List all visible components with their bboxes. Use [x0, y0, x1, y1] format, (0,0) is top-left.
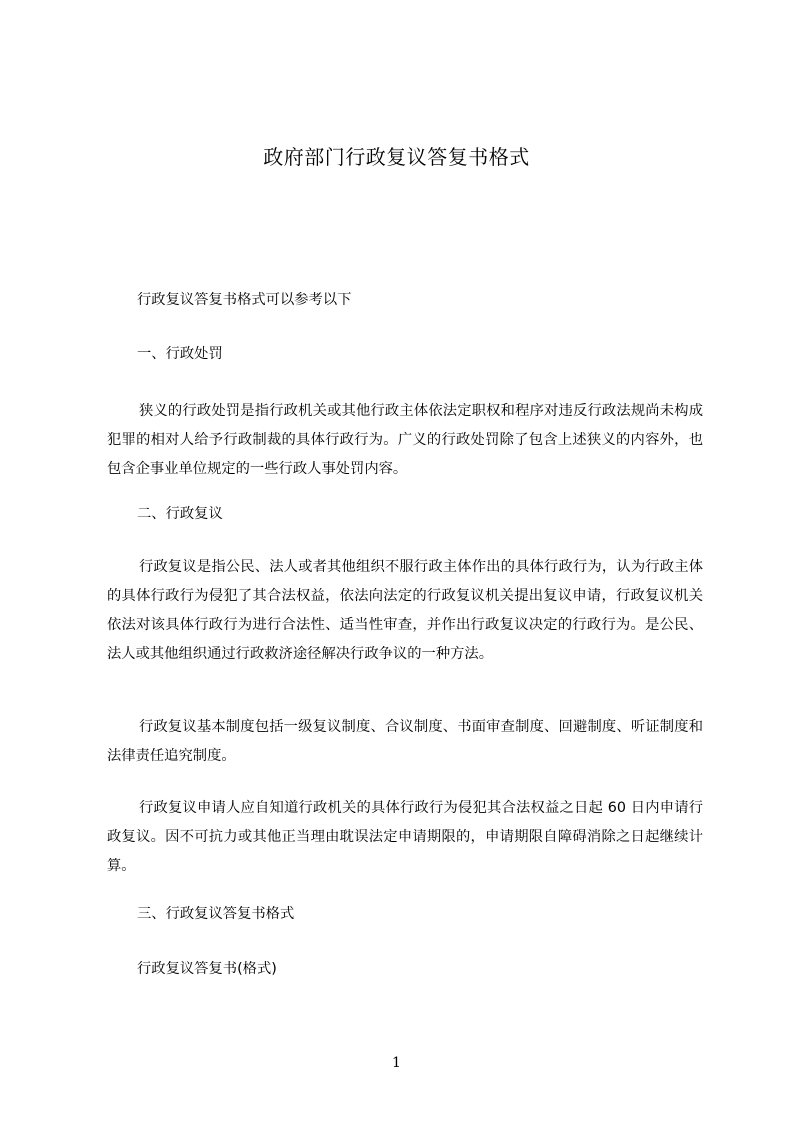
- document-title: 政府部门行政复议答复书格式: [263, 145, 530, 169]
- reply-format-title-line: 行政复议答复书(格式): [137, 961, 277, 977]
- intro-line: 行政复议答复书格式可以参考以下: [137, 292, 352, 308]
- paragraph-administrative-review-systems: 行政复议基本制度包括一级复议制度、合议制度、书面审查制度、回避制度、听证制度和法律责任追究制度。: [107, 719, 703, 764]
- section-heading-administrative-penalty: 一、行政处罚: [137, 346, 223, 362]
- section-heading-administrative-review: 二、行政复议: [137, 506, 223, 522]
- section-heading-reply-format: 三、行政复议答复书格式: [137, 906, 295, 922]
- paragraph-administrative-penalty: 狭义的行政处罚是指行政机关或其他行政主体依法定职权和程序对违反行政法规尚未构成犯罪的相对人给予行政制裁的具体行政行为。广义的行政处罚除了包含上述狭义的内容外，也包含企事业单位规定的一些行政人事处罚内容。: [107, 403, 703, 477]
- paragraph-administrative-review-deadline: 行政复议申请人应自知道行政机关的具体行政行为侵犯其合法权益之日起 60 日内申请行政复议。因不可抗力或其他正当理由耽误法定申请期限的，申请期限自障碍消除之日起继续计算。: [107, 800, 703, 874]
- page-number: 1: [392, 1055, 401, 1071]
- paragraph-administrative-review-definition: 行政复议是指公民、法人或者其他组织不服行政主体作出的具体行政行为，认为行政主体的具体行政行为侵犯了其合法权益，依法向法定的行政复议机关提出复议申请，行政复议机关依法对该具体行政行为进行合法性、适当性审查，并作出行政复议决定的行政行为。是公民、法人或其他组织通过行政救济途径解决行政争议的一种方法。: [107, 559, 703, 662]
